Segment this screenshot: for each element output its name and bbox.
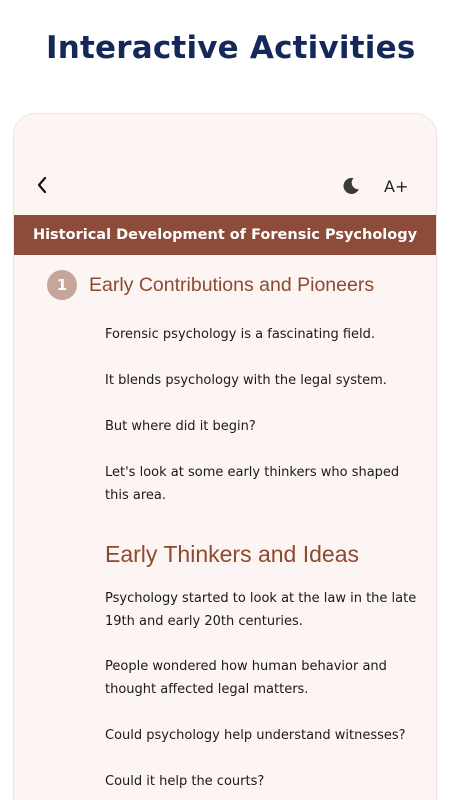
paragraph: Psychology started to look at the law in the late 19th and early 20th centuries. <box>105 591 417 629</box>
moon-icon <box>341 176 361 201</box>
theme-toggle-button[interactable] <box>340 177 362 199</box>
section-heading <box>47 270 374 300</box>
section-title: Early Contributions and Pioneers <box>89 273 375 296</box>
promo-title: Interactive Activities <box>46 30 416 66</box>
paragraph: But where did it begin? <box>105 419 256 434</box>
paragraph: It blends psychology with the legal system. <box>105 373 387 388</box>
paragraph: Forensic psychology is a fascinating field. <box>105 327 376 342</box>
font-size-button[interactable]: A+ <box>384 177 409 196</box>
paragraph: Could it help the courts? <box>105 774 265 789</box>
top-bar <box>14 114 436 214</box>
paragraph: People wondered how human behavior and thought affected legal matters. <box>105 659 387 697</box>
phone-screen <box>13 113 437 800</box>
back-button[interactable] <box>32 176 52 198</box>
section-number-badge: 1 <box>47 270 77 300</box>
lesson-title-banner: Historical Development of Forensic Psychology <box>14 215 436 255</box>
paragraph: Could psychology help understand witnesses? <box>105 728 406 743</box>
paragraph: Let's look at some early thinkers who shaped this area. <box>105 465 400 503</box>
chevron-left-icon <box>36 176 48 199</box>
subheading: Early Thinkers and Ideas <box>105 541 359 567</box>
